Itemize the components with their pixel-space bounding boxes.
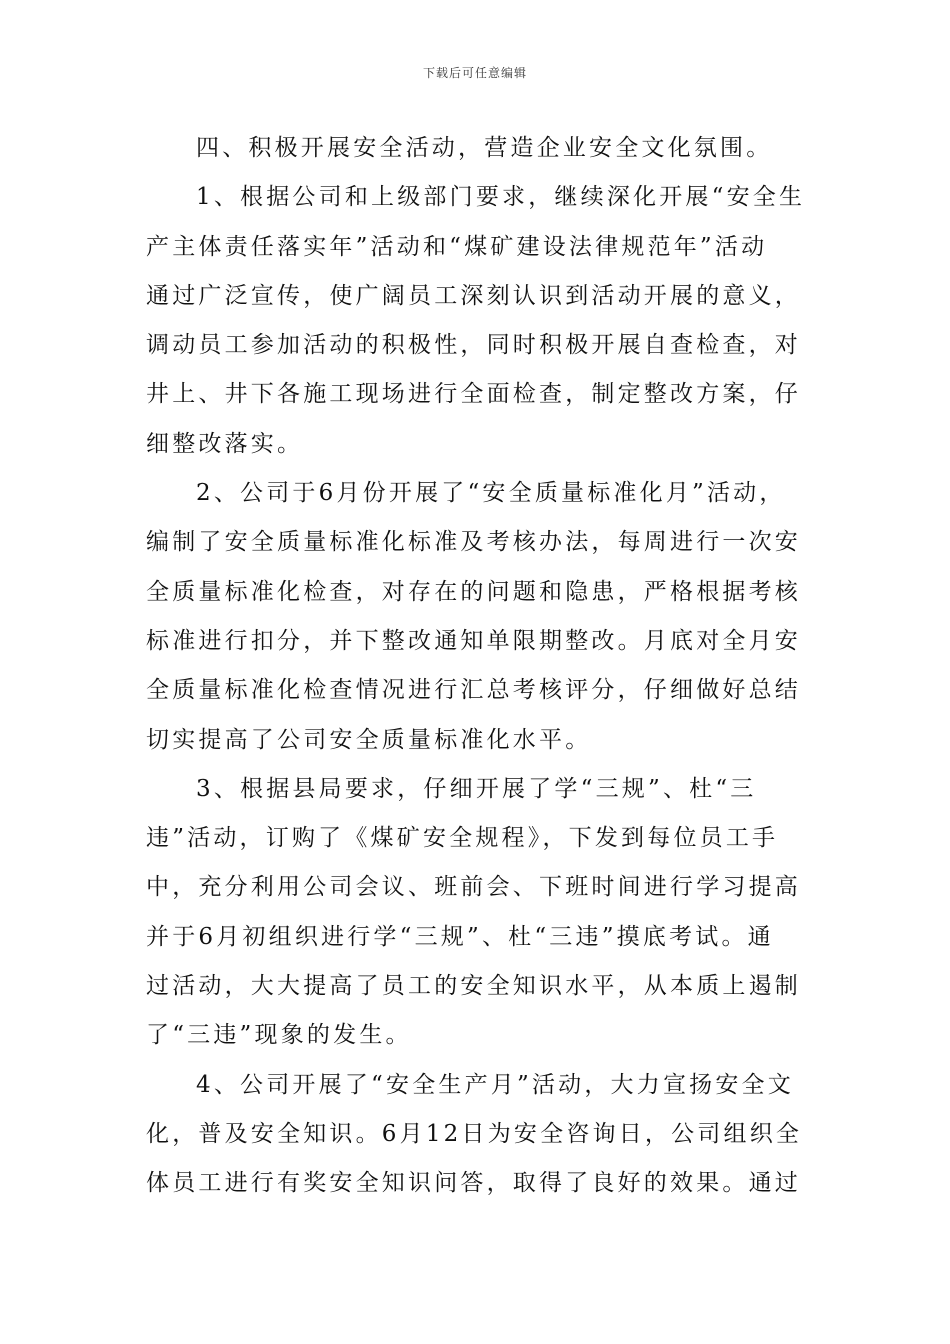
text-line: 违”活动，订购了《煤矿安全规程》，下发到每位员工手: [146, 825, 779, 852]
text-line: 产主体责任落实年”活动和“煤矿建设法律规范年”活动: [146, 233, 768, 260]
text-line: 化，普及安全知识。6月12日为安全咨询日，公司组织全: [146, 1120, 803, 1147]
text-line: 编制了安全质量标准化标准及考核办法，每周进行一次安: [146, 529, 801, 556]
text-line: 井上、井下各施工现场进行全面检查，制定整改方案，仔: [146, 381, 801, 408]
text-line: 四、积极开展安全活动，营造企业安全文化氛围。: [196, 135, 773, 161]
text-line: 切实提高了公司安全质量标准化水平。: [146, 726, 592, 753]
text-line: 并于6月初组织进行学“三规”、杜“三违”摸底考试。通: [146, 923, 774, 950]
header-note: 下载后可任意编辑: [422, 66, 527, 80]
text-line: 标准进行扣分，并下整改通知单限期整改。月底对全月安: [146, 627, 801, 654]
text-line: 过活动，大大提高了员工的安全知识水平，从本质上遏制: [146, 973, 801, 1000]
body-text: [146, 124, 806, 1209]
text-line: 细整改落实。: [146, 430, 304, 457]
text-line: 3、根据县局要求，仔细开展了学“三规”、杜“三: [196, 775, 757, 802]
text-line: 了“三违”现象的发生。: [146, 1022, 412, 1049]
text-line: 全质量标准化检查，对存在的问题和隐患，严格根据考核: [146, 578, 801, 605]
text-line: 体员工进行有奖安全知识问答，取得了良好的效果。通过: [146, 1170, 801, 1197]
text-line: 2、公司于6月份开展了“安全质量标准化月”活动，: [196, 480, 786, 507]
text-line: 1、根据公司和上级部门要求，继续深化开展“安全生: [196, 184, 806, 211]
text-line: 通过广泛宣传，使广阔员工深刻认识到活动开展的意义，: [146, 282, 801, 309]
text-line: 中，充分利用公司会议、班前会、下班时间进行学习提高: [146, 874, 801, 901]
text-line: 4、公司开展了“安全生产月”活动，大力宣扬安全文: [196, 1071, 794, 1098]
text-line: 调动员工参加活动的积极性，同时积极开展自查检查，对: [146, 332, 801, 359]
text-line: 全质量标准化检查情况进行汇总考核评分，仔细做好总结: [146, 677, 801, 704]
